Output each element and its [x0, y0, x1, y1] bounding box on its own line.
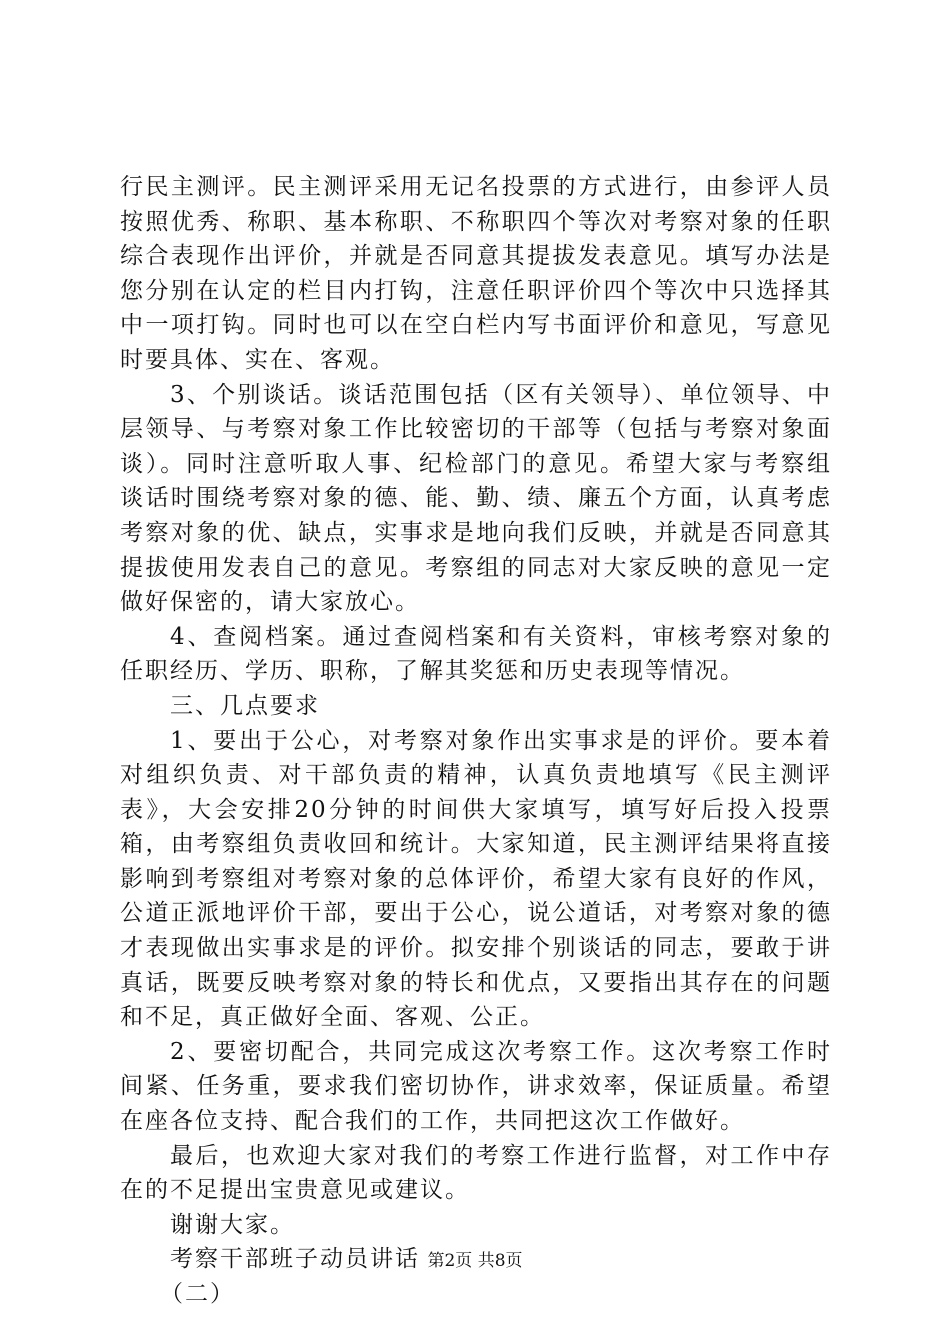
page-number-footer: 第2页 共8页: [427, 1251, 523, 1271]
body-paragraph: 3、个别谈话。谈话范围包括（区有关领导）、单位领导、中层领导、与考察对象工作比较密切的干部等（包括与考察对象面谈）。同时注意听取人事、纪检部门的意见。希望大家与考察组谈话时围绕考察对象的德、能、勤、绩、廉五个方面，认真考虑考察对象的优、缺点，实事求是地向我们反映，并就是否同意其提拔使用发表自己的意见。考察组的同志对大家反映的意见一定做好保密的，请大家放心。: [120, 381, 832, 616]
body-paragraph: 最后，也欢迎大家对我们的考察工作进行监督，对工作中存在的不足提出宝贵意见或建议。: [120, 1142, 832, 1204]
body-paragraph: 行民主测评。民主测评采用无记名投票的方式进行，由参评人员按照优秀、称职、基本称职、不称职四个等次对考察对象的任职综合表现作出评价，并就是否同意其提拔发表意见。填写办法是您分别在认定的栏目内打钩，注意任职评价四个等次中只选择其中一项打钩。同时也可以在空白栏内写书面评价和意见，写意见时要具体、实在、客观。: [120, 174, 832, 373]
body-paragraph: 4、查阅档案。通过查阅档案和有关资料，审核考察对象的任职经历、学历、职称，了解其奖惩和历史表现等情况。: [120, 623, 832, 685]
next-article-title: 考察干部班子动员讲话: [170, 1246, 420, 1273]
body-paragraph: 1、要出于公心，对考察对象作出实事求是的评价。要本着对组织负责、对干部负责的精神，认真负责地填写《民主测评表》，大会安排20分钟的时间供大家填写，填写好后投入投票箱，由考察组负责收回和统计。大家知道，民主测评结果将直接影响到考察组对考察对象的总体评价，希望大家有良好的作风，公道正派地评价干部，要出于公心，说公道话，对考察对象的德才表现做出实事求是的评价。拟安排个别谈话的同志，要敢于讲真话，既要反映考察对象的特长和优点，又要指出其存在的问题和不足，真正做好全面、客观、公正。: [120, 727, 832, 1031]
closing-line: 谢谢大家。: [170, 1211, 295, 1238]
next-article-number: （二）: [160, 1281, 235, 1307]
section-heading: 三、几点要求: [170, 692, 320, 719]
body-paragraph: 2、要密切配合，共同完成这次考察工作。这次考察工作时间紧、任务重，要求我们密切协作，讲求效率，保证质量。希望在座各位支持、配合我们的工作，共同把这次工作做好。: [120, 1038, 832, 1135]
document-body: [120, 170, 832, 1312]
